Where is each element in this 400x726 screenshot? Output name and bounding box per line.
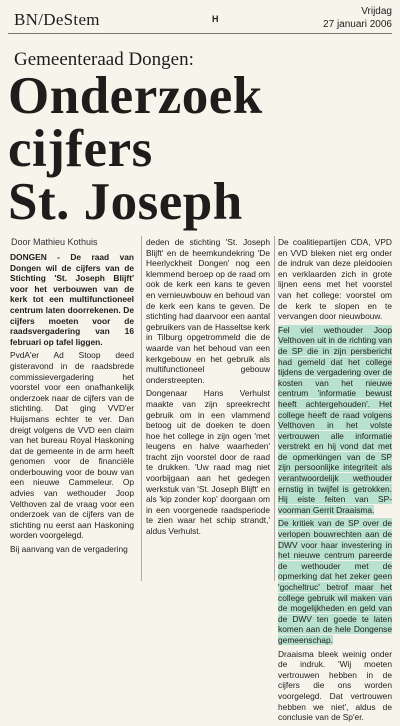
- highlighted-text: Fel viel wethouder Joop Velthoven uit in de richting van de SP die in zijn persbericht had gemeld dat het college tijdens de vergadering over de kosten van het nieuwe centrum 'informatie bewust heeft achtergehouden'. Het college heeft de raad volgens Velthoven in het volste vertrouwen alle informatie verstrekt en hij vond dat met de opmerkingen van de SP zijn persoonlijke integriteit als verantwoordelijk wethouder ernstig in twijfel is getrokken. Hij eiste feiten van SP-voorman Gerrit Draaisma.: [278, 324, 392, 515]
- body-paragraph: PvdA'er Ad Stoop deed gisteravond in de raadsbrede commissievergadering het voorstel voor een onafhankelijk onderzoek naar de cijfers van de stichting. Dat ging VVD'er Huijsmans echter te ver. Dan dreigt volgens de VVD een claim van het bureau Royal Haskoning dat de gemeente in de arm heeft genomen voor de financiële onderbouwing voor de bouw van een nieuwe Cammeleur. Op advies van wethouder Joop Velthoven zal de vraag voor een onderzoek van de cijfers van de stichting nu eerst aan Haskoning worden voorgelegd.: [10, 350, 134, 541]
- dateline: [323, 5, 392, 31]
- closing-paragraph: Draaisma bleek weinig onder de indruk. 'Wij moeten vertrouwen hebben in de cijfers die ons worden voorgelegd. Dat vertrouwen hebben we niet', aldus de conclusie van de Sp'er.: [278, 648, 392, 723]
- headline: [8, 67, 263, 231]
- article-column-1: [10, 252, 134, 558]
- highlighted-paragraph: [278, 325, 392, 516]
- weekday: Vrijdag: [361, 6, 392, 17]
- byline: Door Mathieu Kothuis: [11, 237, 98, 247]
- body-paragraph: De coalitiepartijen CDA, VPD en VVD bleken niet erg onder de indruk van deze pleidooien en verklaarden zich in grote lijnen eens met het voorstel van het college: voorstel om de kerk te slopen en te vervangen door nieuwbouw.: [278, 237, 392, 322]
- body-paragraph: Dongenaar Hans Verhulst maakte van zijn spreekrecht gebruik om in een vlammend betoog uit de doeken te doen hoe het college in zijn ogen 'met leugens en halve waarheden' tracht zijn voorstel door de raad te drukken. 'Uw raad mag niet voorbijgaan aan het gedegen werkstuk van 'St. Joseph Blijft' en als 'kip zonder kop' doorgaan om in een voorgenede raadsperiode te zien waar het schip strandt,' aldus Verhulst.: [146, 388, 270, 537]
- headline-line: St. Joseph: [8, 173, 243, 231]
- page-mark: H: [212, 14, 219, 24]
- highlighted-text: De kritiek van de SP over de verlopen bouwrechten aan de DWV voor haar investering in het nieuwe centrum pareerde de wethouder met de opmerking dat het zeker geen 'gocheltruc' betrof maar het college gebruik wil maken van de mogelijkheden en geld van de DWV ten goede te laten komen aan de hele Dongense gemeenschap.: [278, 518, 392, 645]
- headline-line: cijfers: [8, 120, 153, 178]
- highlighted-paragraph: [278, 518, 392, 645]
- kicker: Gemeenteraad Dongen:: [14, 49, 194, 70]
- date: 27 januari 2006: [323, 19, 392, 30]
- newspaper-name: BN/DeStem: [14, 10, 100, 29]
- article-column-3: [278, 237, 392, 726]
- column-divider: [274, 236, 275, 581]
- column-divider: [141, 236, 142, 581]
- body-paragraph: deden de stichting 'St. Joseph Blijft' en de heemkundekring 'De Heerlyckheit Dongen' nog een klemmend beroep op de raad om ook de kerk een kans te geven en vernieuwbouw en behoud van de kerk een kans te geven. De stichting had daarvoor een aantal gebruikers van de Hasseltse kerk in Tilburg opgetrommeld die de waarde van het behoud van een kerkgebouw en het gebruik als multifunctioneel gebouw onderstreepten.: [146, 237, 270, 385]
- body-paragraph: Bij aanvang van de vergadering: [10, 544, 128, 555]
- masthead: [8, 6, 392, 34]
- headline-line: Onderzoek: [8, 67, 263, 125]
- article-column-2: [146, 237, 270, 540]
- lead-paragraph: DONGEN - De raad van Dongen wil de cijfers van de Stichting 'St. Joseph Blijft' voor het verbouwen van de kerk tot een multifunctioneel centrum laten doorrekenen. De cijfers moeten voor de raadsvergadering van 16 februari op tafel liggen.: [10, 252, 134, 347]
